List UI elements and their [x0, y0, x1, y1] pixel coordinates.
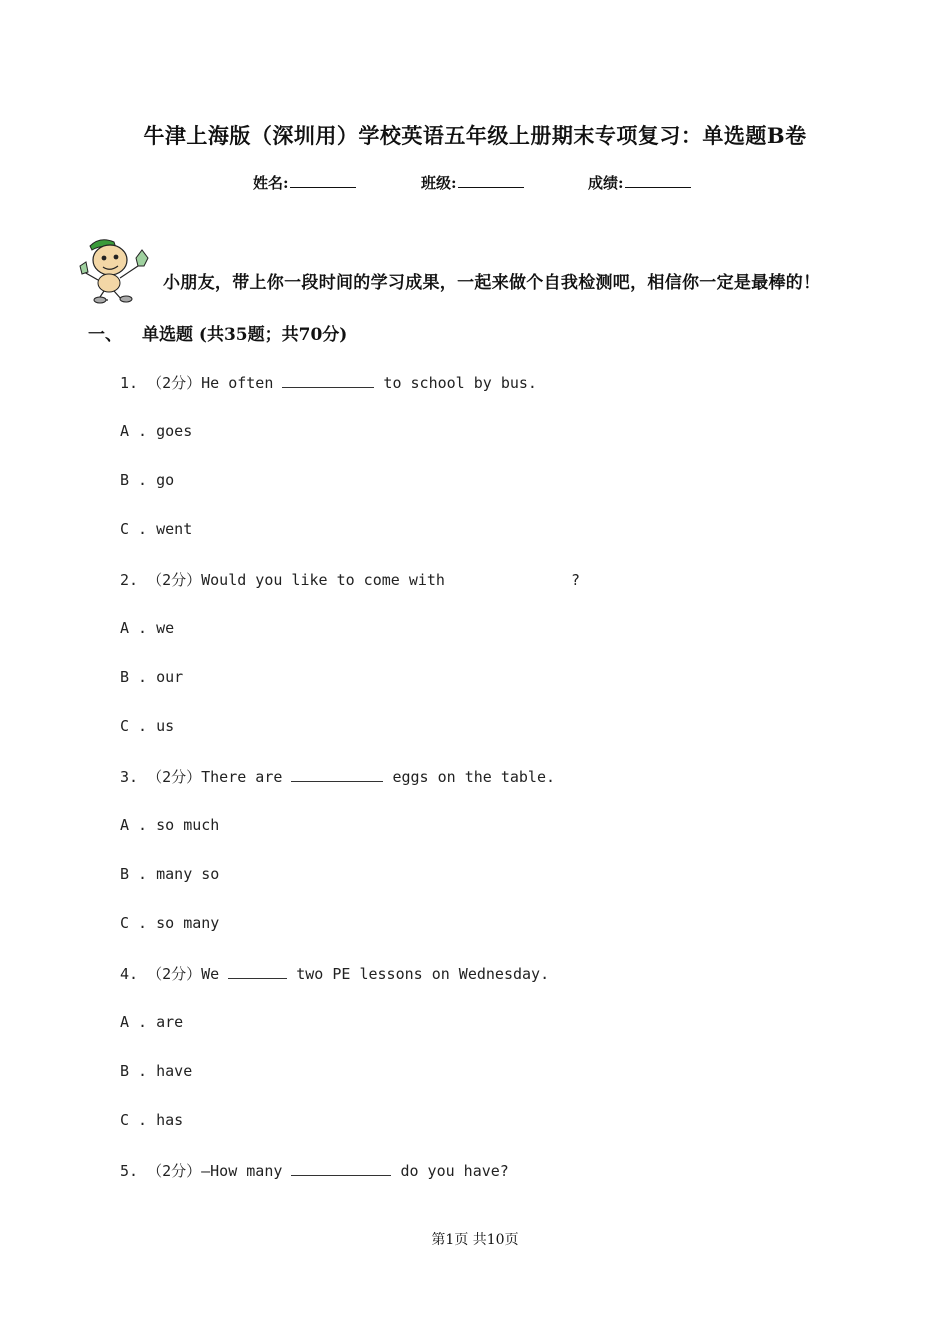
- class-blank[interactable]: [458, 173, 524, 188]
- option-text: us: [156, 717, 175, 735]
- option-text: so many: [156, 914, 220, 932]
- option-key: A .: [120, 619, 148, 637]
- question-stem-post: ?: [570, 571, 580, 589]
- question-number: 4.: [120, 965, 139, 983]
- option-text: are: [156, 1013, 184, 1031]
- question-stem-post: eggs on the table.: [383, 768, 556, 786]
- option-text: have: [156, 1062, 193, 1080]
- page-title: 牛津上海版（深圳用）学校英语五年级上册期末专项复习：单选题B卷: [143, 123, 807, 148]
- option-text: went: [156, 520, 193, 538]
- option-b[interactable]: [120, 1062, 192, 1080]
- question-score: （2分）: [147, 768, 202, 786]
- option-text: go: [156, 471, 175, 489]
- option-a[interactable]: [120, 619, 174, 637]
- option-b[interactable]: [120, 471, 174, 489]
- answer-blank[interactable]: [282, 374, 374, 388]
- question-stem-post: to school by bus.: [374, 374, 537, 392]
- question-stem-post: two PE lessons on Wednesday.: [287, 965, 550, 983]
- answer-blank[interactable]: [228, 965, 287, 979]
- question-stem-pre: —How many: [201, 1162, 292, 1180]
- option-key: A .: [120, 1013, 148, 1031]
- question-2: [120, 569, 580, 590]
- option-key: C .: [120, 1111, 148, 1129]
- option-a[interactable]: [120, 816, 219, 834]
- question-score: （2分）: [147, 965, 202, 983]
- encouragement-text: 小朋友，带上你一段时间的学习成果，一起来做个自我检测吧，相信你一定是最棒的！: [163, 273, 821, 293]
- answer-blank[interactable]: [291, 1162, 391, 1176]
- question-score: （2分）: [147, 374, 202, 392]
- option-text: goes: [156, 422, 193, 440]
- option-text: so much: [156, 816, 220, 834]
- option-key: B .: [120, 865, 148, 883]
- question-stem-post: do you have?: [391, 1162, 509, 1180]
- question-number: 3.: [120, 768, 139, 786]
- section-title: 单选题 (共35题；共70分): [142, 325, 348, 345]
- question-number: 2.: [120, 571, 139, 589]
- question-3: [120, 766, 555, 787]
- option-key: C .: [120, 717, 148, 735]
- question-5: [120, 1160, 509, 1181]
- cartoon-boy-mascot-icon: [76, 236, 156, 304]
- option-a[interactable]: [120, 422, 192, 440]
- option-text: our: [156, 668, 184, 686]
- question-stem-pre: We: [201, 965, 229, 983]
- option-b[interactable]: [120, 668, 183, 686]
- option-c[interactable]: [120, 914, 219, 932]
- option-key: C .: [120, 520, 148, 538]
- option-text: we: [156, 619, 175, 637]
- score-blank[interactable]: [625, 173, 691, 188]
- option-b[interactable]: [120, 865, 219, 883]
- class-label: 班级:: [421, 174, 457, 192]
- question-stem-pre: He often: [201, 374, 283, 392]
- option-key: C .: [120, 914, 148, 932]
- name-field: [253, 172, 356, 193]
- class-field: [421, 172, 524, 193]
- name-label: 姓名:: [253, 174, 289, 192]
- option-a[interactable]: [120, 1013, 183, 1031]
- page-footer: 第1页 共10页: [431, 1232, 519, 1248]
- question-number: 1.: [120, 374, 139, 392]
- question-4: [120, 963, 549, 984]
- option-text: has: [156, 1111, 184, 1129]
- score-label: 成绩:: [588, 174, 624, 192]
- option-key: A .: [120, 816, 148, 834]
- option-key: A .: [120, 422, 148, 440]
- question-number: 5.: [120, 1162, 139, 1180]
- score-field: [588, 172, 691, 193]
- question-1: [120, 372, 537, 393]
- option-key: B .: [120, 668, 148, 686]
- section-heading: [88, 320, 347, 345]
- section-number: 一、: [88, 325, 122, 345]
- question-score: （2分）: [147, 571, 202, 589]
- option-key: B .: [120, 1062, 148, 1080]
- option-key: B .: [120, 471, 148, 489]
- option-c[interactable]: [120, 1111, 183, 1129]
- question-score: （2分）: [147, 1162, 202, 1180]
- option-c[interactable]: [120, 520, 192, 538]
- question-stem-pre: Would you like to come with: [201, 571, 445, 589]
- option-c[interactable]: [120, 717, 174, 735]
- name-blank[interactable]: [290, 173, 356, 188]
- answer-blank[interactable]: [291, 768, 383, 782]
- option-text: many so: [156, 865, 220, 883]
- question-stem-pre: There are: [201, 768, 292, 786]
